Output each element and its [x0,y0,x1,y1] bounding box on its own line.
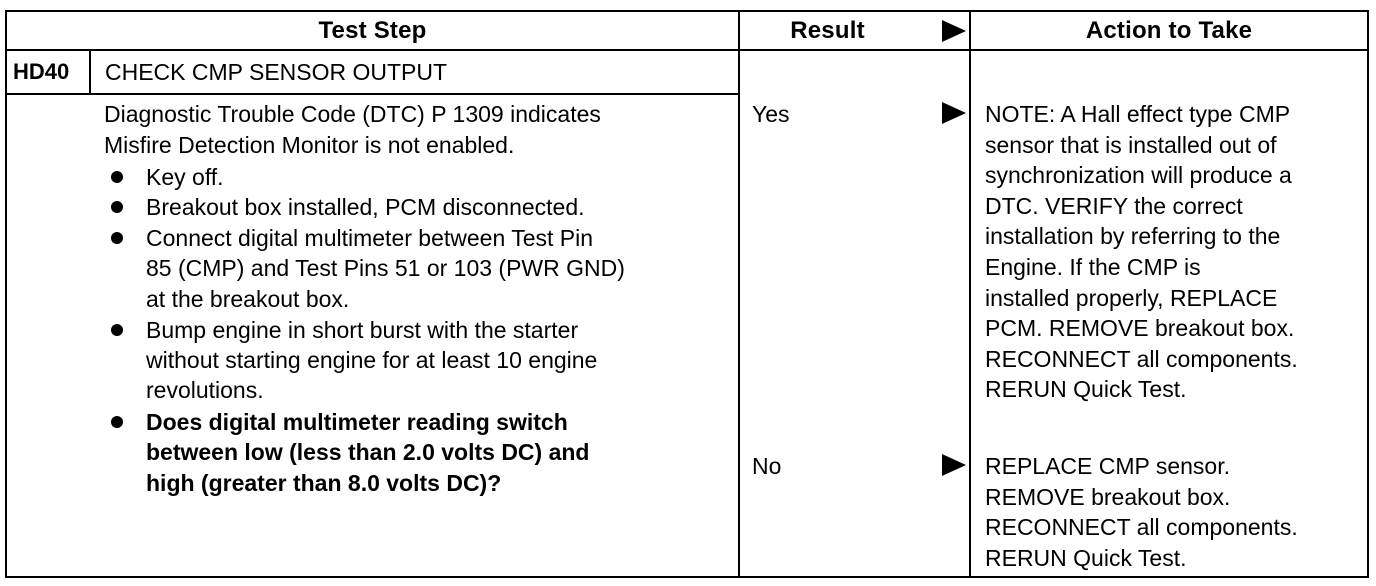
bullet-icon [111,416,123,428]
step-question-line-1: Does digital multimeter reading switch [146,409,568,435]
divider-action-column [969,12,971,576]
step-intro-line-2: Misfire Detection Monitor is not enabled. [104,132,515,158]
divider-step-code [89,49,91,95]
action-yes-line-8: PCM. REMOVE breakout box. [985,315,1295,342]
bullet-icon [111,232,123,244]
action-no-line-1: REPLACE CMP sensor. [985,453,1231,479]
action-yes [985,99,1298,405]
action-no-line-4: RERUN Quick Test. [985,544,1187,571]
step-title: CHECK CMP SENSOR OUTPUT [105,59,448,85]
bullet-icon [111,201,123,213]
header-action: Action to Take [1085,17,1253,44]
step-bullet-4-line-2: without starting engine for at least 10 engine [146,347,598,373]
step-bullet-1: Key off. [146,164,224,190]
action-yes-line-9: RECONNECT all components. [985,345,1298,372]
header-result: Result [790,17,865,44]
divider-step-title [7,93,738,95]
action-yes-line-1: NOTE: A Hall effect type CMP [985,101,1291,127]
step-question-line-3: high (greater than 8.0 volts DC)? [146,470,502,496]
action-yes-line-2: sensor that is installed out of [985,131,1277,158]
step-bullet-2: Breakout box installed, PCM disconnected. [146,194,585,220]
header-arrow-icon [942,20,966,42]
diagnostic-table [5,10,1369,578]
step-bullet-4-line-1: Bump engine in short burst with the starter [146,317,579,343]
result-yes: Yes [752,101,790,127]
action-yes-line-10: RERUN Quick Test. [985,376,1187,403]
result-no-arrow-icon [942,454,966,476]
action-no [985,451,1298,573]
action-yes-line-4: DTC. VERIFY the correct [985,192,1243,219]
step-bullet-3-line-1: Connect digital multimeter between Test Pin [146,225,594,251]
result-yes-arrow-icon [942,102,966,124]
action-yes-line-6: Engine. If the CMP is [985,253,1201,280]
result-no: No [752,453,782,479]
action-no-line-2: REMOVE breakout box. [985,483,1231,510]
step-bullet-3-line-3: at the breakout box. [146,286,350,312]
step-question-line-2: between low (less than 2.0 volts DC) and [146,439,590,465]
step-intro-line-1: Diagnostic Trouble Code (DTC) P 1309 indicates [104,101,601,127]
action-yes-line-7: installed properly, REPLACE [985,284,1278,311]
divider-result-column [738,12,740,576]
action-yes-line-5: installation by referring to the [985,223,1281,250]
action-no-line-3: RECONNECT all components. [985,514,1298,541]
step-bullet-3-line-2: 85 (CMP) and Test Pins 51 or 103 (PWR GND) [146,255,625,281]
step-bullet-4-line-3: revolutions. [146,377,264,403]
header-test-step: Test Step [318,17,427,44]
bullet-icon [111,324,123,336]
action-yes-line-3: synchronization will produce a [985,162,1292,189]
step-code: HD40 [13,59,70,84]
bullet-icon [111,171,123,183]
